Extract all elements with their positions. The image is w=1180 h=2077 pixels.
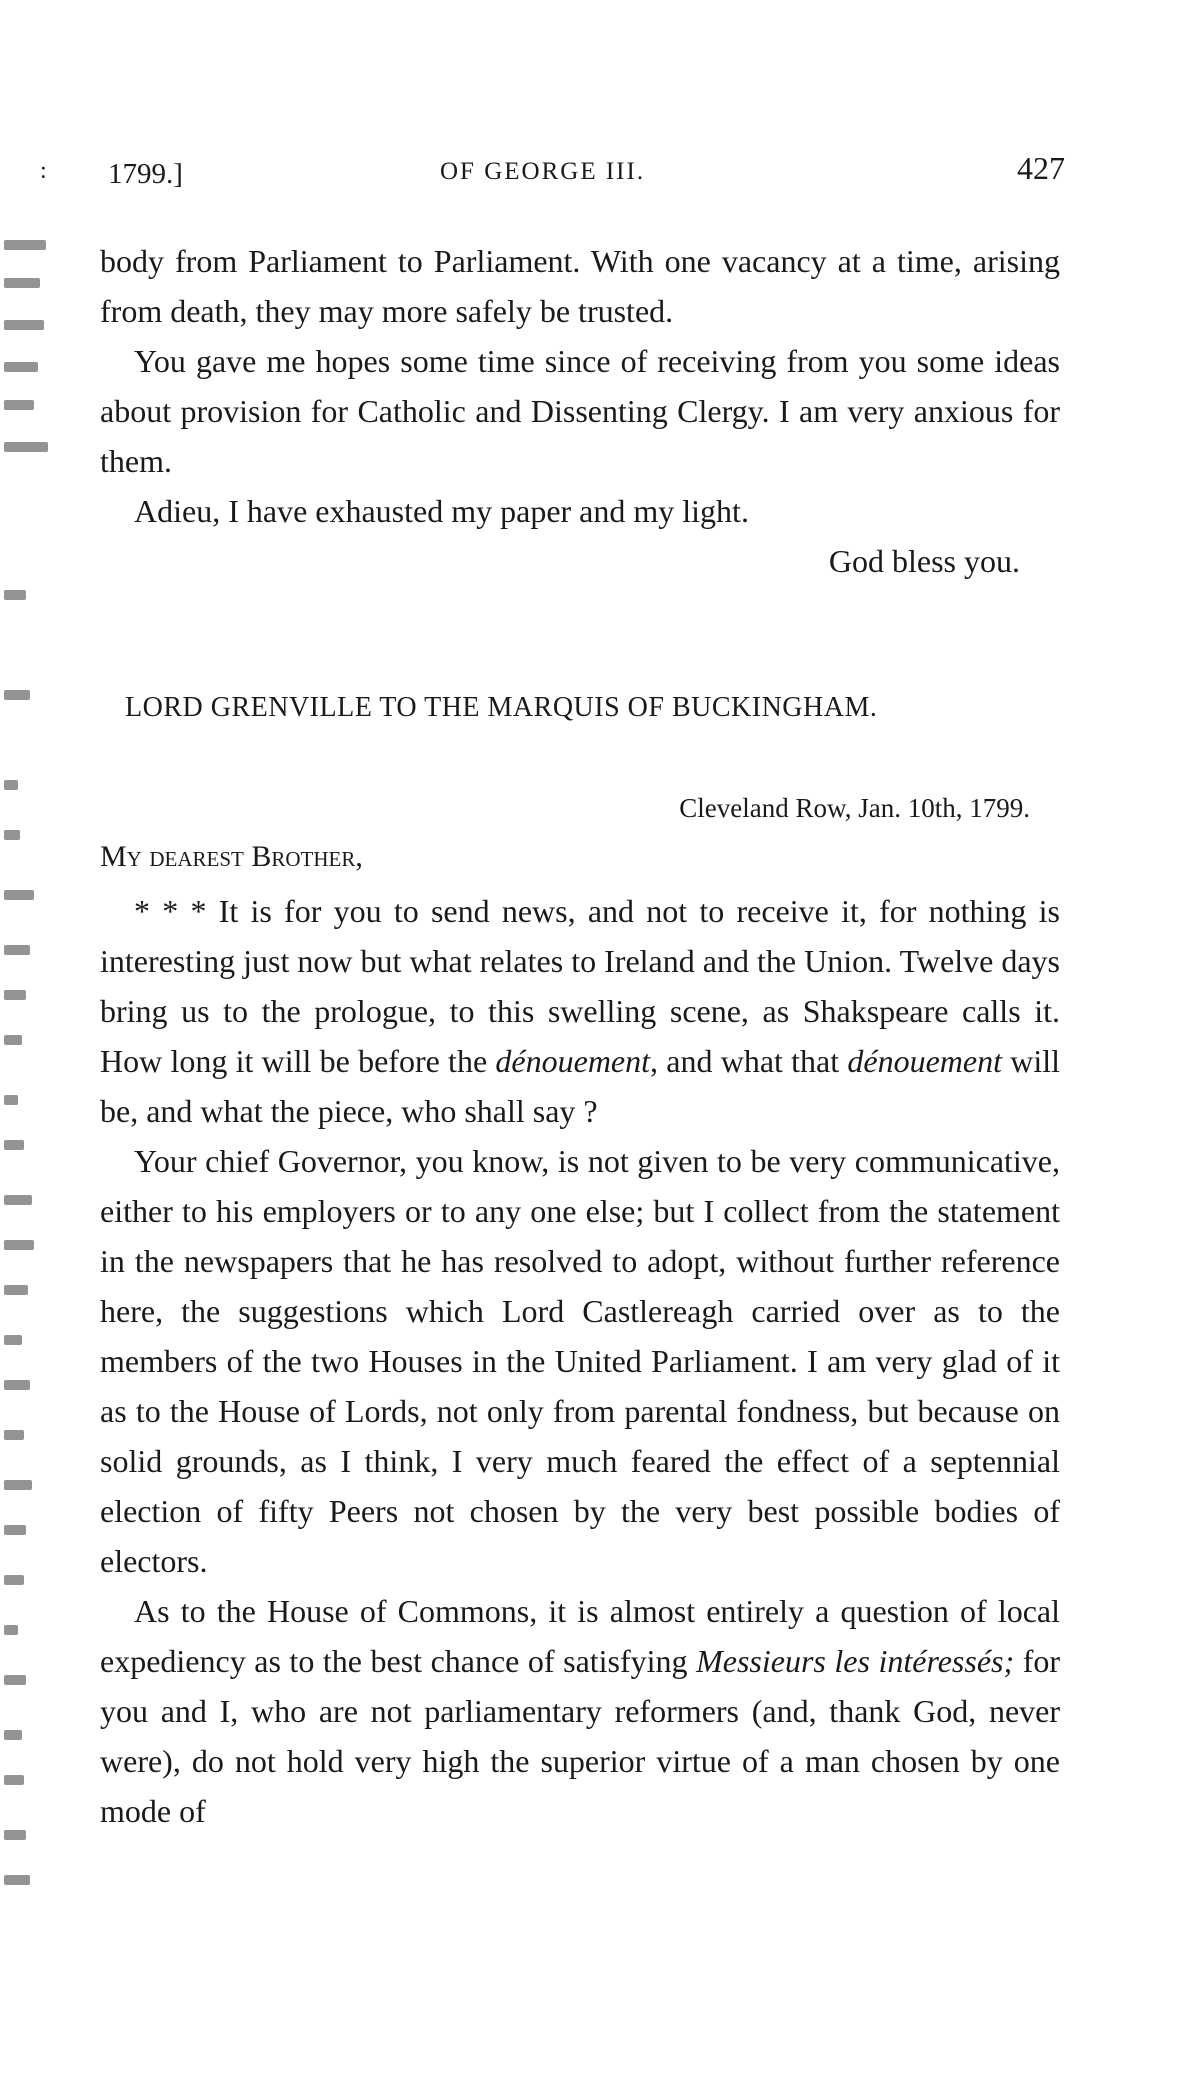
previous-letter-end xyxy=(100,236,1060,586)
page-number: 427 xyxy=(1017,150,1065,186)
italic-term: dénouement xyxy=(495,1043,651,1079)
closing-signoff: God bless you. xyxy=(828,543,1020,579)
letter-body xyxy=(100,886,1060,1836)
running-head-title: OF GEORGE III. xyxy=(440,158,646,185)
text-run: for you and I, who are not parliamentary reformers (and, thank God, never were), do not hold very high the superior virtue of a man chosen by one mode of xyxy=(100,1643,1061,1829)
paragraph: body from Parliament to Parliament. With one vacancy at a time, arising from death, they may more safely be trusted. xyxy=(100,243,1060,329)
letter-salutation: My dearest Brother, xyxy=(100,840,363,873)
running-head-year: 1799.] xyxy=(108,158,183,190)
paragraph: You gave me hopes some time since of receiving from you some ideas about provision for Catholic and Dissenting Clergy. I am very anxious for them. xyxy=(100,343,1060,479)
margin-mark: : xyxy=(40,158,47,184)
letter-heading: LORD GRENVILLE TO THE MARQUIS OF BUCKINGHAM. xyxy=(125,692,878,723)
italic-phrase: Messieurs les intéressés; xyxy=(696,1643,1015,1679)
facing-page-bleed-through xyxy=(0,220,60,1970)
paragraph: Your chief Governor, you know, is not given to be very communicative, either to his employers or to any one else; but I collect from the statement in the newspapers that he has resolved to adopt, without further reference here, the suggestions which Lord Castlereagh carried over as to the members of the two Houses in the United Parliament. I am very glad of it as to the House of Lords, not only from parental fondness, but because on solid grounds, as I think, I very much feared the effect of a septennial election of fifty Peers not chosen by the very best possible bodies of electors. xyxy=(100,1143,1060,1579)
letter-dateline: Cleveland Row, Jan. 10th, 1799. xyxy=(679,793,1030,823)
italic-term: dénouement xyxy=(847,1043,1002,1079)
paragraph: Adieu, I have exhausted my paper and my light. xyxy=(134,493,749,529)
paragraph xyxy=(100,886,1060,1136)
text-run: will be, and what the piece, who shall say ? xyxy=(100,1043,1061,1129)
running-head xyxy=(40,150,1065,200)
text-run: * * * It is for you to send news, and not to receive it, for nothing is interesting just now but what relates to Ireland and the Union. Twelve days bring us to the prologue, to this swelling scene, as Shakspeare calls it. How long it will be before the xyxy=(100,893,1060,1079)
text-run: , and what that xyxy=(650,1043,848,1079)
text-run: As to the House of Commons, it is almost entirely a question of local expediency as to the best chance of satisfying xyxy=(100,1593,1060,1679)
paragraph xyxy=(100,1586,1060,1836)
